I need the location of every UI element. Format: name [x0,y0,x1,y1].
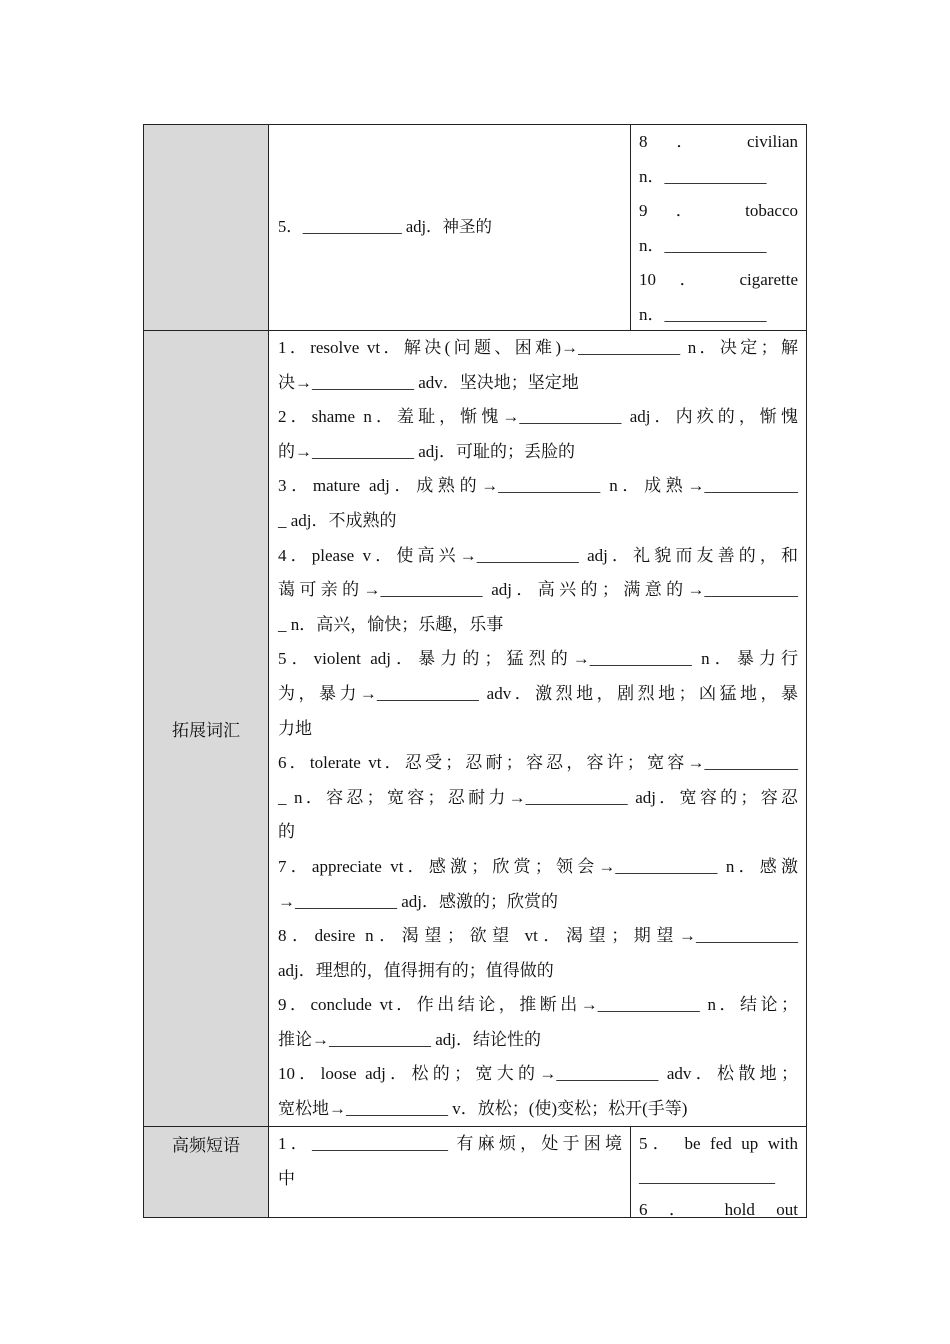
expand-vocab-label [143,330,269,1127]
right-line-4: n．____________ [639,235,767,255]
expand-line: 蔼可亲的→____________ adj．高兴的；满意的→___________ [278,580,798,600]
row-top-label [143,124,269,331]
phrases-left-cell [268,1126,631,1218]
phrase-right-line: 6 ． hold out [639,1200,798,1219]
expand-line: _ n．高兴，愉快；乐趣，乐事 [278,614,504,634]
right-line-1: 8 ． civilian [639,132,798,151]
row-top-middle-cell [268,124,631,331]
phrases-label-text: 高频短语 [172,1136,240,1156]
expand-line: 9．conclude vt．作出结论，推断出→____________ n．结论； [278,995,798,1015]
phrases-right-cell [630,1126,807,1218]
expand-line: 3．mature adj．成熟的→____________ n．成熟→___________ [278,476,798,496]
expand-line: 决→____________ adv．坚决地；坚定地 [278,372,579,392]
expand-line: 5．violent adj．暴力的；猛烈的→____________ n．暴力行 [278,649,798,669]
vocabulary-table [143,124,807,1218]
right-line-6: n．____________ [639,304,767,324]
expand-line: 推论→____________ adj．结论性的 [278,1029,542,1049]
expand-line: 10．loose adj．松的；宽大的→____________ adv．松散地； [278,1064,798,1084]
expand-vocab-content [268,330,807,1127]
expand-vocab-label-text: 拓展词汇 [172,721,240,741]
expand-line: 2．shame n．羞耻，惭愧→____________ adj．内疚的，惭愧 [278,407,798,427]
right-line-2: n．____________ [639,166,767,186]
phrase-right-line: ________________ [639,1167,775,1186]
right-line-3: 9 ． tobacco [639,201,798,221]
phrases-label [143,1126,269,1218]
expand-line: 的→____________ adj．可耻的；丢脸的 [278,441,576,461]
expand-line: 为，暴力→____________ adv．激烈地，剧烈地；凶猛地，暴 [278,683,798,703]
expand-line: 的 [278,822,295,842]
expand-line: 宽松地→____________ v．放松；(使)变松；松开(手等) [278,1099,688,1119]
phrase-line: 1．________________ 有麻烦，处于困境 [278,1134,622,1153]
right-line-5: 10 ． cigarette [639,270,798,290]
phrase-right-line: 5． be fed up with [639,1134,798,1153]
expand-line: 4．please v．使高兴→____________ adj．礼貌而友善的，和 [278,545,798,565]
row-top-right-cell [630,124,807,331]
expand-line: _ adj．不成熟的 [278,510,397,530]
expand-line: 7．appreciate vt．感激；欣赏；领会→____________ n．感激 [278,856,798,876]
expand-line: →____________ adj．感激的；欣赏的 [278,891,559,911]
phrase-line: 中 [278,1168,295,1188]
expand-line: adj．理想的，值得拥有的；值得做的 [278,960,554,980]
expand-line: 6．tolerate vt．忍受；忍耐；容忍，容许；宽容→___________ [278,753,798,773]
item-5-line: 5．____________ adj．神圣的 [278,217,493,237]
expand-line: 1．resolve vt．解决(问题、困难)→____________ n．决定；解 [278,338,798,357]
expand-line: 力地 [278,718,312,738]
expand-line: 8．desire n．渴望；欲望 vt．渴望；期望→____________ [278,926,798,946]
expand-line: _ n．容忍；宽容；忍耐力→____________ adj．宽容的；容忍 [278,787,798,807]
